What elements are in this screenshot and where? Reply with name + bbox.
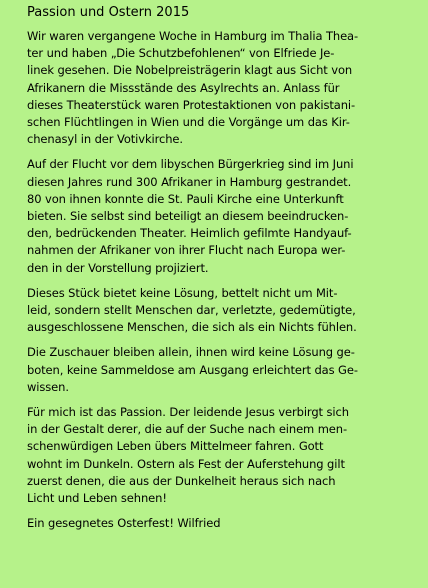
text-line: linek gesehen. Die Nobelpreisträgerin klagt aus Sicht von [27, 63, 353, 78]
text-line: leid, sondern stellt Menschen dar, verletzte, gedemütigte, [27, 303, 356, 318]
text-line: Afrikanern die Missstände des Asylrechts an. Anlass für [27, 80, 340, 95]
text-line: ausgeschlossene Menschen, die sich als ein Nichts fühlen. [27, 320, 357, 335]
text-line: Licht und Leben sehnen! [27, 491, 167, 506]
text-line: wohnt im Dunkeln. Ostern als Fest der Auferstehung gilt [27, 456, 345, 471]
text-line: Wir waren vergangene Woche in Hamburg im Thalia Thea- [27, 29, 359, 43]
text-line: chenasyl in der Votivkirche. [27, 132, 183, 147]
text-line: ter und haben „Die Schutzbefohlenen“ von Elfriede Je- [27, 46, 335, 61]
text-line: Auf der Flucht vor dem libyschen Bürgerkrieg sind im Juni [27, 157, 354, 172]
text-line: Die Zuschauer bleiben allein, ihnen wird keine Lösung ge- [27, 345, 355, 360]
text-line: den, bedrückenden Theater. Heimlich gefilmte Handyauf- [27, 226, 352, 241]
text-line: den in der Vorstellung projiziert. [27, 260, 209, 275]
text-line: in der Gestalt derer, die auf der Suche nach einem men- [27, 422, 348, 437]
text-line: boten, keine Sammeldose am Ausgang erleichtert das Ge- [27, 362, 358, 377]
text-line: 80 von ihnen konnte die St. Pauli Kirche eine Unterkunft [27, 191, 344, 206]
paragraph-zuschauer [27, 344, 414, 396]
document-title: Passion und Ostern 2015 [27, 5, 190, 20]
paragraph-flucht [27, 156, 414, 276]
text-line: wissen. [27, 379, 69, 394]
text-line: zuerst denen, die aus der Dunkelheit heraus sich nach [27, 473, 336, 488]
text-line: schen Flüchtlingen in Wien und die Vorgänge um das Kir- [27, 115, 350, 130]
text-line: schenwürdigen Leben übers Mittelmeer fahren. Gott [27, 439, 324, 454]
paragraph-passion [27, 404, 414, 507]
text-line: dieses Theaterstück waren Protestaktionen von pakistani- [27, 97, 356, 112]
text-line: diesen Jahres rund 300 Afrikaner in Hamburg gestrandet. [27, 174, 352, 189]
text-line: nahmen der Afrikaner von ihrer Flucht nach Europa wer- [27, 243, 346, 258]
text-line: Für mich ist das Passion. Der leidende Jesus verbirgt sich [27, 405, 349, 420]
text-line: bieten. Sie selbst sind beteiligt an diesem beeindrucken- [27, 209, 349, 224]
paragraph-thalia-theater [27, 28, 414, 148]
paragraph-keine-loesung [27, 285, 414, 337]
text-line: Dieses Stück bietet keine Lösung, bettelt nicht um Mit- [27, 285, 338, 300]
signature-line: Ein gesegnetes Osterfest! Wilfried [27, 516, 221, 531]
